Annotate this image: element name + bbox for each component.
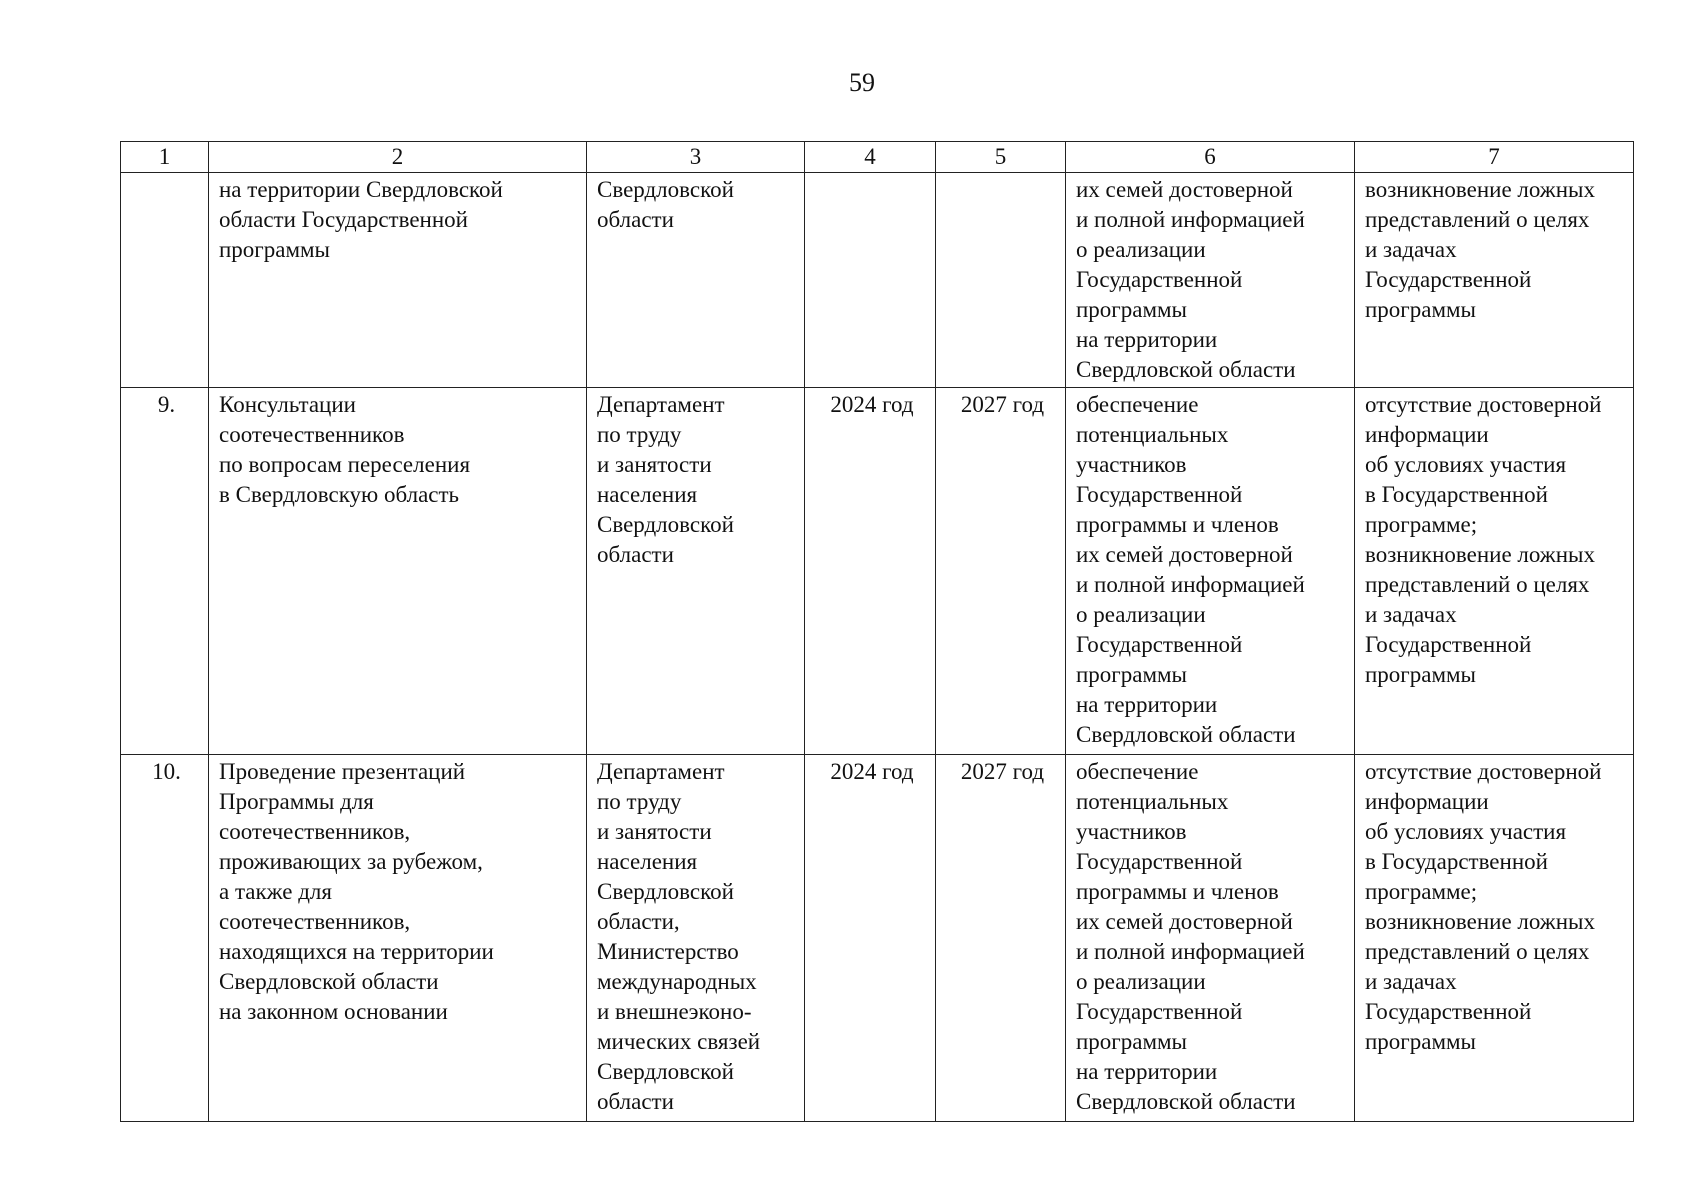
- executor-cell: Департамент по труду и занятости населения Свердловской области: [587, 388, 805, 755]
- result-cell: их семей достоверной и полной информацией о реализации Государственной программы на территории Свердловской области: [1066, 173, 1355, 388]
- column-header-2: 2: [209, 142, 587, 173]
- measures-table: [120, 141, 1634, 1122]
- event-cell: Проведение презентаций Программы для соотечественников, проживающих за рубежом, а также для соотечественников, находящихся на территории Свердловской области на законном основании: [209, 755, 587, 1122]
- executor-cell: Департамент по труду и занятости населения Свердловской области, Министерство международных и внешнеэконо- мических связей Свердловской области: [587, 755, 805, 1122]
- page-number: 59: [849, 68, 875, 97]
- result-cell: обеспечение потенциальных участников Государственной программы и членов их семей достоверной и полной информацией о реализации Государственной программы на территории Свердловской области: [1066, 388, 1355, 755]
- table-row: [121, 755, 1634, 1122]
- header-row: [121, 142, 1634, 173]
- event-cell: на территории Свердловской области Государственной программы: [209, 173, 587, 388]
- risk-cell: отсутствие достоверной информации об условиях участия в Государственной программе; возникновение ложных представлений о целях и задачах Государственной программы: [1355, 388, 1634, 755]
- column-header-7: 7: [1355, 142, 1634, 173]
- row-number-cell: [121, 173, 209, 388]
- table-row: [121, 388, 1634, 755]
- column-header-3: 3: [587, 142, 805, 173]
- end-year-cell: 2027 год: [936, 755, 1066, 1122]
- start-year-cell: [805, 173, 936, 388]
- start-year-cell: 2024 год: [805, 388, 936, 755]
- executor-cell: Свердловской области: [587, 173, 805, 388]
- event-cell: Консультации соотечественников по вопросам переселения в Свердловскую область: [209, 388, 587, 755]
- column-header-6: 6: [1066, 142, 1355, 173]
- row-number-cell: 9.: [121, 388, 209, 755]
- end-year-cell: [936, 173, 1066, 388]
- risk-cell: возникновение ложных представлений о целях и задачах Государственной программы: [1355, 173, 1634, 388]
- end-year-cell: 2027 год: [936, 388, 1066, 755]
- table-row: [121, 173, 1634, 388]
- row-number-cell: 10.: [121, 755, 209, 1122]
- risk-cell: отсутствие достоверной информации об условиях участия в Государственной программе; возникновение ложных представлений о целях и задачах Государственной программы: [1355, 755, 1634, 1122]
- start-year-cell: 2024 год: [805, 755, 936, 1122]
- column-header-4: 4: [805, 142, 936, 173]
- column-header-5: 5: [936, 142, 1066, 173]
- column-header-1: 1: [121, 142, 209, 173]
- result-cell: обеспечение потенциальных участников Государственной программы и членов их семей достоверной и полной информацией о реализации Государственной программы на территории Свердловской области: [1066, 755, 1355, 1122]
